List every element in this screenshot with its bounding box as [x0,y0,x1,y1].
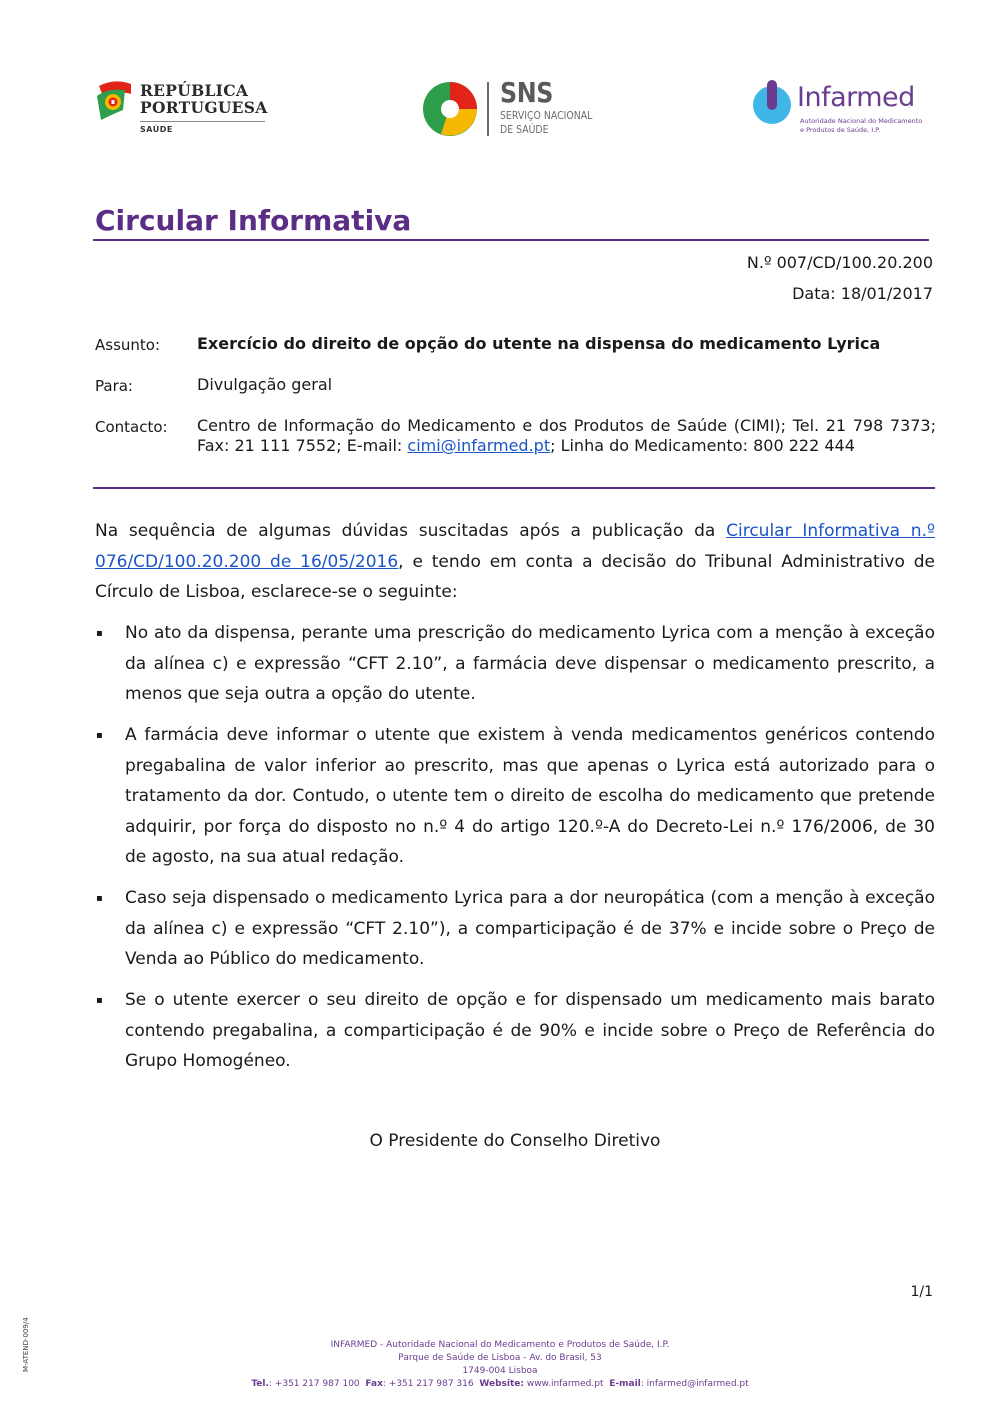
reference-number: N.º 007/CD/100.20.200 [746,253,933,272]
bullet-marker: ▪ [96,730,103,741]
sns-name-line1: SERVIÇO NACIONAL [500,109,593,122]
footer-organization: INFARMED - Autoridade Nacional do Medicamento e Produtos de Saúde, I.P. [330,1340,670,1350]
footer-tel: : +351 217 987 100 [268,1379,360,1389]
republica-portuguesa-logo [95,80,270,138]
infarmed-subtitle-2: e Produtos de Saúde, I.P. [800,126,881,134]
republica-line: REPÚBLICA [140,81,249,100]
recipient-value: Divulgação geral [197,375,333,394]
footer-email: : infarmed@infarmed.pt [640,1379,749,1389]
contact-text-end: ; Linha do Medicamento: 800 222 444 [550,436,855,455]
bullet-marker: ▪ [96,628,103,639]
signature-line: O Presidente do Conselho Diretivo [369,1131,661,1151]
bullet-item: Se o utente exercer o seu direito de opção e for dispensado um medicamento mais barato contendo pregabalina, a comparticipação é de 90% e incide sobre o Preço de Referência do Grupo Homogéneo. [125,990,935,1071]
contact-value [197,416,936,456]
document-title: Circular Informativa [95,204,412,237]
contact-text: Centro de Informação do Medicamento e dos Produtos de Saúde (CIMI); Tel. 21 798 7373; Fax: 21 111 7552; E-mail: [197,416,936,455]
footer-web-label: Website: [479,1379,524,1389]
intro-text-end: , e tendo em conta a decisão do Tribunal Administrativo de Círculo de Lisboa, esclarece-se o seguinte: [95,551,935,602]
intro-text: Na sequência de algumas dúvidas suscitadas após a publicação da [95,521,727,541]
footer-contacts [0,1379,1000,1389]
form-code: M-ATEND-009/4 [22,1317,30,1372]
subject-value: Exercício do direito de opção do utente na dispensa do medicamento Lyrica [197,334,881,353]
reference-date: Data: 18/01/2017 [792,284,933,303]
infarmed-subtitle-1: Autoridade Nacional do Medicamento [800,117,923,125]
sns-abbr: SNS [500,76,553,109]
subject-label: Assunto: [95,336,161,354]
bullet-item: Caso seja dispensado o medicamento Lyrica para a dor neuropática (com a menção à exceção da alínea c) e expressão “CFT 2.10”), a comparticipação é de 37% e incide sobre o Preço de Venda ao Público do medicamento. [125,888,935,969]
bullet-item: A farmácia deve informar o utente que existem à venda medicamentos genéricos contendo pregabalina de valor inferior ao prescrito, mas que apenas o Lyrica está autorizado para o tratamento da dor. Contudo, o utente tem o direito de escolha do medicamento que pretende adquirir, por força do disposto no n.º 4 do artigo 120.º-A do Decreto-Lei n.º 176/2006, de 30 de agosto, na sua atual redação. [125,725,935,867]
bullet-item: No ato da dispensa, perante uma prescrição do medicamento Lyrica com a menção à exceção da alínea c) e expressão “CFT 2.10”, a farmácia deve dispensar o medicamento prescrito, a menos que seja outra a opção do utente. [125,623,935,704]
portuguesa-line: PORTUGUESA [140,98,268,117]
sns-emblem-icon [421,80,479,138]
contact-label: Contacto: [95,418,168,436]
recipient-label: Para: [95,377,133,395]
intro-paragraph [95,516,935,608]
bullet-marker: ▪ [96,995,103,1006]
footer-address: Parque de Saúde de Lisboa - Av. do Brasil, 53 [398,1353,602,1363]
sns-logo [421,76,611,140]
page-number: 1/1 [910,1284,933,1300]
footer-tel-label: Tel. [251,1379,269,1389]
infarmed-emblem-icon [750,80,794,126]
sns-name-line2: DE SAÚDE [500,123,549,136]
footer-email-label: E-mail [609,1379,641,1389]
infarmed-name: Infarmed [797,82,915,113]
contact-email-link[interactable]: cimi@infarmed.pt [407,436,551,455]
logo-divider [140,121,265,122]
saude-line: SAÚDE [140,125,173,134]
footer-fax: : +351 217 987 316 [382,1379,474,1389]
meta-divider [93,487,935,489]
previous-circular-link[interactable]: Circular Informativa n.º 076/CD/100.20.200 de 16/05/2016 [95,521,935,572]
footer-fax-label: Fax [365,1379,383,1389]
sns-divider [487,82,489,136]
footer-postcode: 1749-004 Lisboa [462,1366,538,1376]
infarmed-logo [750,80,930,140]
title-divider [93,239,929,241]
footer-website: www.infarmed.pt [523,1379,604,1389]
bullet-marker: ▪ [96,893,103,904]
portugal-emblem-icon [95,80,135,124]
